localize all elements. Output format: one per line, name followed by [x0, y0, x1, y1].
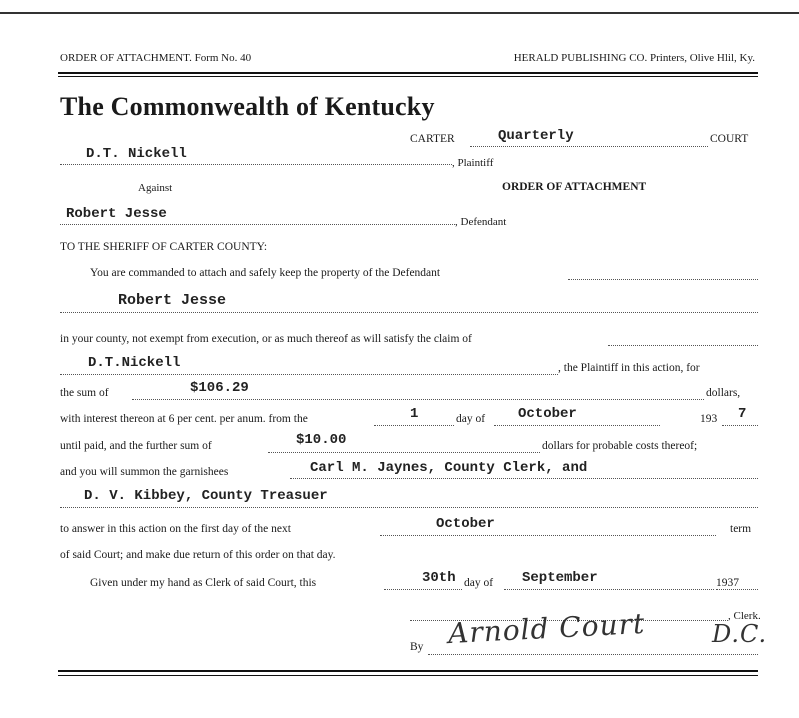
- command-text: You are commanded to attach and safely keep the property of the Defendant: [90, 267, 441, 279]
- until-paid-label: until paid, and the further sum of: [60, 440, 212, 452]
- court-type-line: [470, 146, 708, 147]
- against-label: Against: [138, 182, 173, 194]
- given-month: September: [522, 570, 598, 586]
- defendant-label: , Defendant: [455, 216, 507, 228]
- answer-month-line: [380, 535, 716, 536]
- interest-month: October: [518, 406, 577, 422]
- header-rule-thin: [58, 76, 758, 77]
- given-year: 1937: [716, 577, 739, 589]
- sum-typed: $106.29: [190, 380, 249, 396]
- form-name: ORDER OF ATTACHMENT. Form No. 40: [60, 52, 252, 64]
- garnishee-line1-typed: Carl M. Jaynes, County Clerk, and: [310, 460, 588, 476]
- sum-line: [132, 399, 704, 400]
- court-type: Quarterly: [498, 128, 574, 144]
- defendant-name: Robert Jesse: [66, 206, 167, 222]
- defendant-line: [60, 224, 455, 225]
- claim-text: in your county, not exempt from execution, or as much thereof as will satisfy the claim of: [60, 333, 472, 345]
- interest-year-prefix: 193: [700, 413, 718, 425]
- claimant-line: [60, 374, 558, 375]
- plaintiff-in-action: , the Plaintiff in this action, for: [558, 362, 700, 374]
- term-label: term: [730, 523, 752, 535]
- interest-year-line: [722, 425, 758, 426]
- order-heading: ORDER OF ATTACHMENT: [502, 181, 647, 193]
- signature-line: [428, 654, 758, 655]
- given-year-line: [716, 589, 758, 590]
- given-day: 30th: [422, 570, 456, 586]
- document-title: The Commonwealth of Kentucky: [60, 92, 435, 121]
- interest-month-line: [494, 425, 660, 426]
- command-line-fill: [568, 279, 758, 280]
- plaintiff-label: , Plaintiff: [452, 157, 494, 169]
- given-label: Given under my hand as Clerk of said Court, this: [90, 577, 317, 589]
- court-suffix: COURT: [710, 133, 749, 145]
- answer-month: October: [436, 516, 495, 532]
- interest-day: 1: [410, 406, 419, 422]
- costs-line: [268, 452, 540, 453]
- given-day-of: day of: [464, 577, 494, 589]
- defendant-typed: Robert Jesse: [118, 292, 227, 309]
- salutation: TO THE SHERIFF OF CARTER COUNTY:: [60, 241, 268, 253]
- court-county: CARTER: [410, 133, 455, 145]
- given-day-line: [384, 589, 462, 590]
- interest-year-digit: 7: [738, 406, 747, 422]
- clerk-label: , Clerk.: [728, 610, 761, 622]
- garnishee-line2: [60, 507, 758, 508]
- given-month-line: [504, 589, 714, 590]
- deputy-clerk-suffix: D.C.: [712, 620, 768, 648]
- footer-rule-thin: [58, 675, 758, 676]
- sum-label: the sum of: [60, 387, 109, 399]
- garnishee-line1: [290, 478, 758, 479]
- costs-label: dollars for probable costs thereof;: [542, 440, 698, 452]
- interest-text: with interest thereon at 6 per cent. per anum. from the: [60, 413, 308, 425]
- garnishee-line2-typed: D. V. Kibbey, County Treasuer: [84, 488, 328, 504]
- header-rule-thick: [58, 72, 758, 74]
- plaintiff-line: [60, 164, 452, 165]
- costs-typed: $10.00: [296, 432, 347, 448]
- return-text: of said Court; and make due return of this order on that day.: [60, 549, 336, 561]
- clerk-signature: Arnold Court: [447, 606, 646, 651]
- top-edge-rule: [0, 12, 799, 14]
- plaintiff-name: D.T. Nickell: [86, 146, 187, 162]
- dollars-label: dollars,: [706, 387, 741, 399]
- claim-line-fill: [608, 345, 758, 346]
- interest-day-line: [374, 425, 454, 426]
- printer-credit: HERALD PUBLISHING CO. Printers, Olive Hlil, Ky.: [513, 52, 755, 64]
- garnishee-label: and you will summon the garnishees: [60, 466, 229, 478]
- by-label: By: [410, 641, 424, 653]
- interest-day-of: day of: [456, 413, 486, 425]
- claimant-typed: D.T.Nickell: [88, 355, 181, 371]
- footer-rule-thick: [58, 670, 758, 672]
- defendant-typed-line: [60, 312, 758, 313]
- answer-label: to answer in this action on the first day of the next: [60, 523, 291, 535]
